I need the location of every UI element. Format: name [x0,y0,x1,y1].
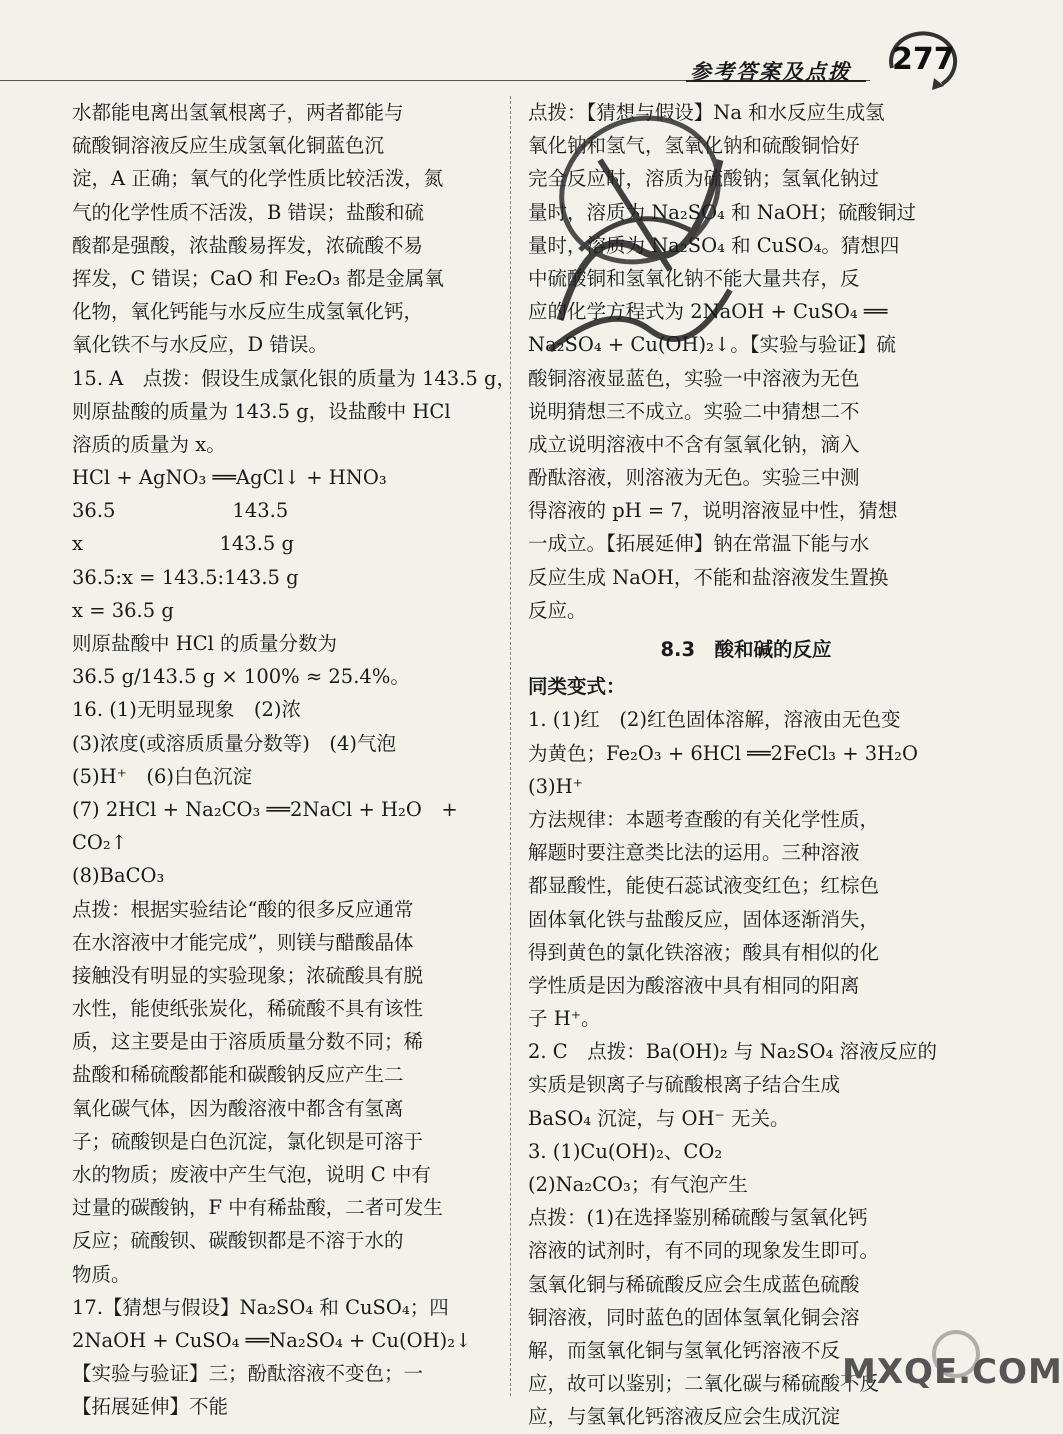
text-line: 【拓展延伸】不能 [72,1395,229,1419]
text-line: 水的物质；废液中产生气泡，说明 C 中有 [72,1163,431,1186]
text-line: 都显酸性，能使石蕊试液变红色；红棕色 [528,874,880,898]
text-line: 36.5 g/143.5 g × 100% ≈ 25.4%。 [72,665,410,689]
text-line: 点拨：根据实验结论“酸的很多反应通常 [72,897,414,921]
text-line: 酸铜溶液显蓝色，实验一中溶液为无色 [528,366,860,390]
text-line: 实质是钡离子与硫酸根离子结合生成 [528,1073,841,1097]
text-line: 氢氧化铜与稀硫酸反应会生成蓝色硫酸 [528,1272,860,1296]
text-line: 水都能电离出氢氧根离子，两者都能与 [72,101,404,124]
subsection-label: 同类变式： [528,675,626,699]
text-line: 36.5:x = 143.5:143.5 g [72,565,299,589]
text-line: 氧化钠和氢气，氢氧化钠和硫酸铜恰好 [528,134,860,158]
text-line: 气的化学性质不活泼，B 错误；盐酸和硫 [72,200,425,224]
text-line: (8)BaCO₃ [72,864,165,888]
text-line: 量时，溶质为 Na₂SO₄ 和 CuSO₄。猜想四 [528,233,900,257]
text-line: x = 36.5 g [72,598,174,622]
text-line: 16. (1)无明显现象 (2)浓 [72,698,301,722]
text-line: 在水溶液中才能完成”，则镁与醋酸晶体 [72,930,414,954]
section-title: 8.3 酸和碱的反应 [660,638,832,661]
text-line: (5)H⁺ (6)白色沉淀 [72,764,253,788]
text-line: 反应；硫酸钡、碳酸钡都是不溶于水的 [72,1229,404,1253]
text-line: 17.【猜想与假设】Na₂SO₄ 和 CuSO₄；四 [72,1295,449,1319]
text-line: 成立说明溶液中不含有氢氧化钠，滴入 [528,432,860,456]
text-line: 2. C 点拨：Ba(OH)₂ 与 Na₂SO₄ 溶液反应的 [528,1040,937,1064]
text-line: HCl + AgNO₃ ══AgCl↓ + HNO₃ [72,466,387,490]
text-line: 得到黄色的氯化铁溶液；酸具有相似的化 [528,940,880,964]
page-header [0,0,1000,96]
text-line: (2)Na₂CO₃；有气泡产生 [528,1173,748,1197]
text-line: BaSO₄ 沉淀，与 OH⁻ 无关。 [528,1106,790,1130]
column-divider [510,96,511,1396]
text-line: 则原盐酸的质量为 143.5 g，设盐酸中 HCl [72,399,451,423]
text-line: 一成立。【拓展延伸】钠在常温下能与水 [528,532,870,556]
text-line: 2NaOH + CuSO₄ ══Na₂SO₄ + Cu(OH)₂↓ [72,1328,472,1352]
text-line: 溶液的试剂时，有不同的现象发生即可。 [528,1239,880,1263]
text-line: 【实验与验证】三；酚酞溶液不变色；一 [72,1362,424,1386]
right-column-part-a [528,96,964,627]
text-line: (3)H⁺ [528,774,583,798]
text-line: 应，与氢氧化钙溶液反应会生成沉淀 [528,1405,841,1429]
header-title: 参考答案及点拨 [690,60,851,84]
text-line: 3. (1)Cu(OH)₂、CO₂ [528,1139,723,1163]
page-number: 277 [892,42,955,77]
text-line: 盐酸和稀硫酸都能和碳酸钠反应产生二 [72,1063,404,1087]
text-line: 酚酞溶液，则溶液为无色。实验三中测 [528,466,860,490]
text-line: 量时，溶质为 Na₂SO₄ 和 NaOH；硫酸铜过 [528,200,916,224]
text-line: 得溶液的 pH = 7，说明溶液显中性，猜想 [528,499,898,523]
watermark-text: MXQE.COM [842,1352,1063,1392]
text-line: 中硫酸铜和氢氧化钠不能大量共存，反 [528,266,860,290]
text-line: 淀，A 正确；氧气的化学性质比较活泼，氮 [72,167,444,191]
text-line: 氧化铁不与水反应，D 错误。 [72,333,328,357]
text-line: 子；硫酸钡是白色沉淀，氯化钡是可溶于 [72,1129,424,1153]
text-line: 子 H⁺。 [528,1007,601,1031]
text-line: (7) 2HCl + Na₂CO₃ ══2NaCl + H₂O + [72,797,458,821]
text-line: 挥发，C 错误；CaO 和 Fe₂O₃ 都是金属氧 [72,266,444,290]
right-column [528,96,964,1434]
text-line: 溶质的质量为 x。 [72,432,226,456]
text-line: Na₂SO₄ + Cu(OH)₂↓。【实验与验证】硫 [528,333,896,357]
text-line: 1. (1)红 (2)红色固体溶解，溶液由无色变 [528,708,901,732]
text-line: 应，故可以鉴别；二氧化碳与稀硫酸不反 [528,1372,880,1396]
text-line: 过量的碳酸钠，F 中有稀盐酸，二者可发生 [72,1196,443,1220]
text-line: 接触没有明显的实验现象；浓硫酸具有脱 [72,963,424,987]
text-line: CO₂↑ [72,831,128,855]
text-line: 方法规律：本题考查酸的有关化学性质， [528,807,880,831]
text-line: 完全反应时，溶质为硫酸钠；氢氧化钠过 [528,167,880,191]
left-column [72,96,516,1424]
text-line: x 143.5 g [72,532,295,556]
text-line: 则原盐酸中 HCl 的质量分数为 [72,632,338,655]
text-line: 15. A 点拨：假设生成氯化银的质量为 143.5 g， [72,366,516,390]
text-line: 反应生成 NaOH，不能和盐溶液发生置换 [528,565,889,589]
text-line: 水性，能使纸张炭化，稀硫酸不具有该性 [72,997,424,1021]
text-line: 解题时要注意类比法的运用。三种溶液 [528,841,860,865]
text-line: 反应。 [528,598,587,622]
text-line: 36.5 143.5 [72,499,289,523]
text-line: 应的化学方程式为 2NaOH + CuSO₄ ══ [528,300,888,324]
text-line: 质，这主要是由于溶质质量分数不同；稀 [72,1030,424,1054]
text-line: 解，而氢氧化铜与氢氧化钙溶液不反 [528,1338,841,1362]
text-line: 化物，氧化钙能与水反应生成氢氧化钙， [72,300,424,324]
text-line: 物质。 [72,1262,131,1286]
text-line: 硫酸铜溶液反应生成氢氧化铜蓝色沉 [72,134,385,158]
text-line: 氧化碳气体，因为酸溶液中都含有氢离 [72,1096,404,1120]
text-line: 酸都是强酸，浓盐酸易挥发，浓硫酸不易 [72,233,424,257]
text-line: 固体氧化铁与盐酸反应，固体逐渐消失， [528,907,880,931]
text-line: (3)浓度(或溶质质量分数等) (4)气泡 [72,731,396,755]
text-line: 学性质是因为酸溶液中具有相同的阳离 [528,973,860,997]
text-line: 铜溶液，同时蓝色的固体氢氧化铜会溶 [528,1305,860,1329]
text-line: 为黄色；Fe₂O₃ + 6HCl ══2FeCl₃ + 3H₂O [528,741,918,765]
text-line: 说明猜想三不成立。实验二中猜想二不 [528,399,860,423]
text-line: 点拨：【猜想与假设】Na 和水反应生成氢 [528,101,885,124]
text-line: 点拨：(1)在选择鉴别稀硫酸与氢氧化钙 [528,1206,868,1230]
